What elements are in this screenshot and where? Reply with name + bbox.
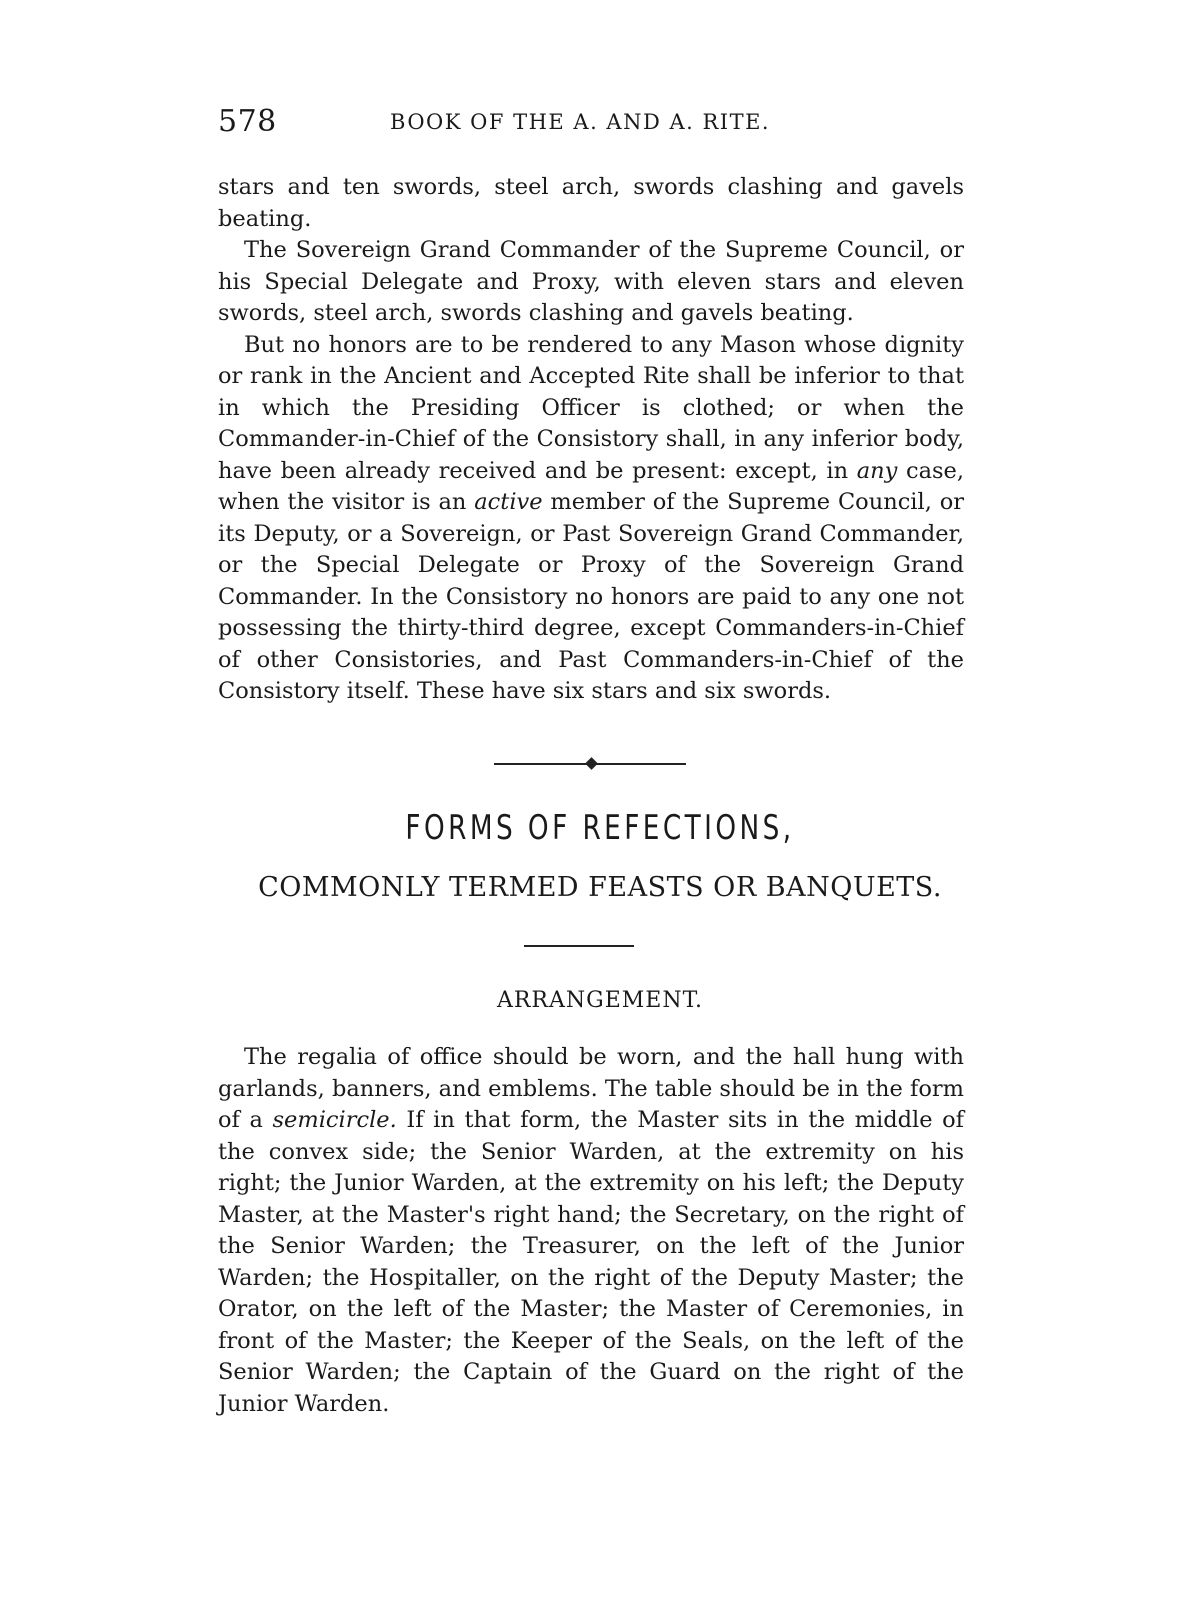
italic-semicircle: semicircle. [272, 1107, 397, 1133]
paragraph-arrangement-part-2: If in that form, the Master sits in the middle of the convex side; the Senior Warden, at the extremity on his right; the Junior Warden, at the extremity on his left; the Deputy Master, at the Master's right hand; the Secretary, on the right of the Senior Warden; the Treasurer, on the left of the Junior Warden; the Hospitaller, on the right of the Deputy Master; the Orator, on the left of the Master; the Master of Ceremonies, in front of the Master; the Keeper of the Seals, on the left of the Senior Warden; the Captain of the Guard on the right of the Junior Warden. [218, 1107, 965, 1417]
running-head [218, 104, 968, 144]
paragraph-no-honors-part-2: case, when the visitor is an [218, 457, 964, 515]
arrangement-text-block [218, 1042, 964, 1420]
arrangement-heading: ARRANGEMENT. [496, 988, 704, 1013]
divider-diamond [585, 757, 598, 770]
paragraph-sovereign-grand-commander: The Sovereign Grand Commander of the Supreme Council, or his Special Delegate and Proxy, with eleven stars and eleven swords, steel arch, swords clashing and gavels beating. [218, 237, 964, 326]
paragraph-arrangement-part-1: The regalia of office should be worn, and the hall hung with garlands, banners, and emblems. The table should be in the form of a [218, 1044, 964, 1133]
page-number: 578 [218, 104, 277, 139]
short-divider [524, 945, 634, 947]
paragraph-no-honors-part-3: member of the Supreme Council, or its Deputy, or a Sovereign, or Past Sovereign Grand Commander, or the Special Delegate or Proxy of the Sovereign Grand Commander. In the Consistory no honors are paid to any one not possessing the thirty-third degree, except Commanders-in-Chief of other Consistories, and Past Commanders-in-Chief of the Consistory itself. These have six stars and six swords. [218, 489, 964, 704]
section-subtitle: COMMONLY TERMED FEASTS OR BANQUETS. [258, 872, 942, 903]
paragraph-no-honors [218, 330, 964, 708]
italic-any: any [856, 457, 898, 484]
running-title: BOOK OF THE A. AND A. RITE. [390, 110, 771, 134]
paragraph-arrangement [218, 1042, 964, 1420]
section-title: FORMS OF REFECTIONS, [405, 808, 795, 848]
honors-text-block [218, 172, 964, 708]
italic-active: active [474, 489, 543, 515]
paragraph-no-honors-part-1: But no honors are to be rendered to any Mason whose dignity or rank in the Ancient and Accepted Rite shall be inferior to that in which the Presiding Officer is clothed; or when the Commander-in-Chief of the Consistory shall, in any inferior body, have been already received and be present: except, in [218, 331, 964, 484]
paragraph-continuation: stars and ten swords, steel arch, swords clashing and gavels beating. [218, 174, 964, 232]
